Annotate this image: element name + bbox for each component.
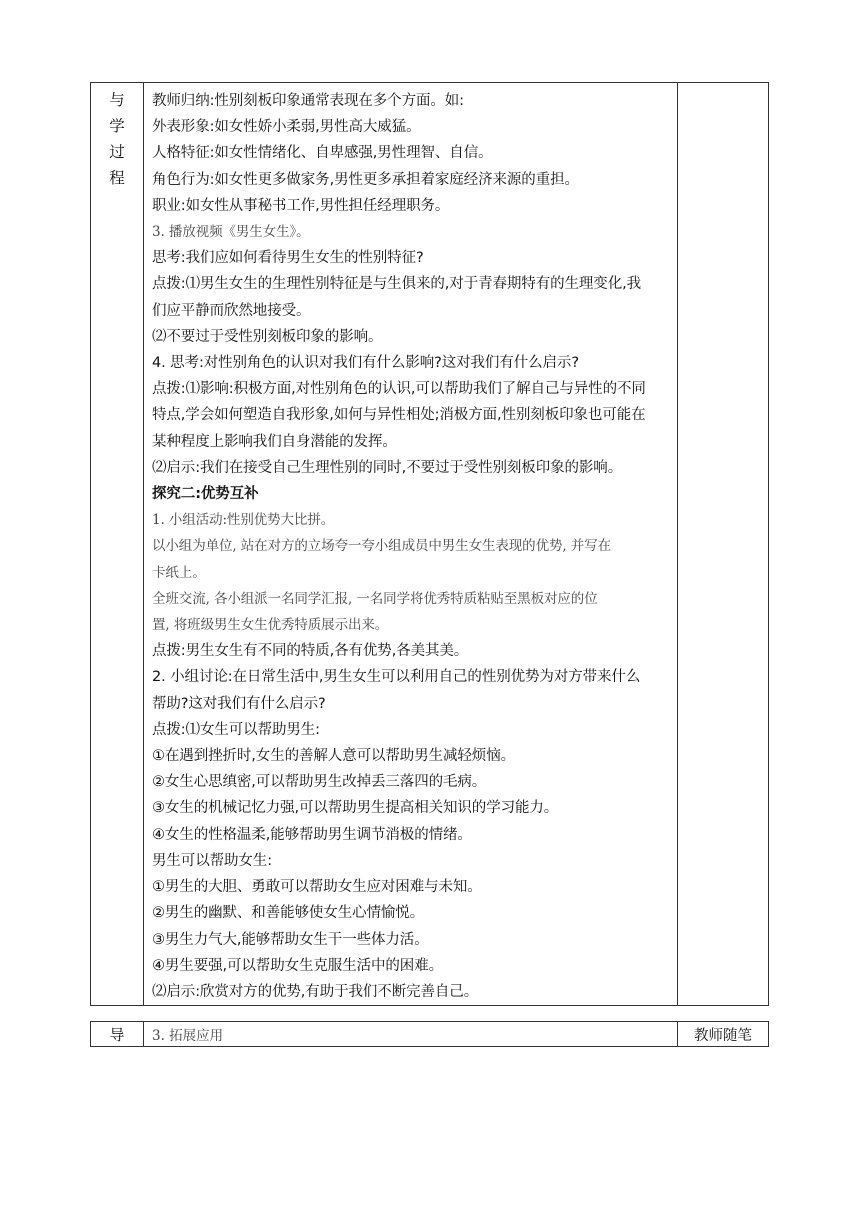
lesson-content [144, 83, 678, 1006]
side-char: 学 [109, 117, 125, 135]
content-line: 2. 小组讨论:在日常生活中,男生女生可以利用自己的性别优势为对方带来什么 [152, 669, 641, 686]
content-line: 卡纸上。 [152, 564, 206, 581]
content-line: 置, 将班级男生女生优秀特质展示出来。 [152, 617, 389, 634]
notes-column [678, 83, 769, 1006]
content-line: 角色行为:如女性更多做家务,男性更多承担着家庭经济来源的重担。 [152, 171, 579, 188]
content-line: 3. 播放视频《男生女生》。 [152, 224, 310, 241]
content-line: ④女生的性格温柔,能够帮助男生调节消极的情绪。 [152, 826, 472, 843]
content-line: 人格特征:如女性情绪化、自卑感强,男性理智、自信。 [152, 145, 493, 162]
content-line: ⑵不要过于受性别刻板印象的影响。 [152, 328, 383, 345]
extension-content: 3. 拓展应用 [144, 1022, 678, 1047]
content-line: ②男生的幽默、和善能够使女生心情愉悦。 [152, 905, 425, 922]
content-line: 外表形象:如女性娇小柔弱,男性高大威猛。 [152, 119, 421, 136]
extension-table [90, 1021, 769, 1047]
content-line: 以小组为单位, 站在对方的立场夸一夸小组成员中男生女生表现的优势, 并写在 [152, 538, 611, 555]
extension-side-label: 导 [91, 1022, 144, 1047]
section-heading: 探究二:优势互补 [152, 486, 259, 503]
content-line: 点拨:⑴女生可以帮助男生: [152, 721, 320, 738]
content-line: 们应平静而欣然地接受。 [152, 302, 311, 319]
content-line: 职业:如女性从事秘书工作,男性担任经理职务。 [152, 197, 450, 214]
content-line: 教师归纳:性别刻板印象通常表现在多个方面。如: [152, 93, 464, 109]
content-line: ③女生的机械记忆力强,可以帮助男生提高相关知识的学习能力。 [152, 800, 559, 817]
content-line: 点拨:男生女生有不同的特质,各有优势,各美其美。 [152, 643, 469, 660]
content-line: 4. 思考:对性别角色的认识对我们有什么影响?这对我们有什么启示? [152, 355, 579, 372]
content-line: 点拨:⑴男生女生的生理性别特征是与生俱来的,对于青春期特有的生理变化,我 [152, 276, 642, 293]
content-line: ⑵启示:欣赏对方的优势,有助于我们不断完善自己。 [152, 983, 479, 1000]
teacher-notes-header: 教师随笔 [678, 1022, 769, 1047]
side-char: 与 [109, 91, 125, 109]
content-line: 1. 小组活动:性别优势大比拼。 [152, 512, 335, 529]
content-line: ①在遇到挫折时,女生的善解人意可以帮助男生减轻烦恼。 [152, 748, 516, 765]
content-line: 某种程度上影响我们自身潜能的发挥。 [152, 433, 397, 450]
side-char: 程 [109, 169, 125, 187]
content-line: ④男生要强,可以帮助女生克服生活中的困难。 [152, 957, 444, 974]
content-line: 全班交流, 各小组派一名同学汇报, 一名同学将优秀特质粘贴至黑板对应的位 [152, 590, 598, 607]
content-line: ⑵启示:我们在接受自己生理性别的同时,不要过于受性别刻板印象的影响。 [152, 459, 623, 476]
content-line: ③男生力气大,能够帮助女生干一些体力活。 [152, 931, 429, 948]
content-line: 点拨:⑴影响:积极方面,对性别角色的认识,可以帮助我们了解自己与异性的不同 [152, 381, 646, 398]
content-line: 特点,学会如何塑造自我形象,如何与异性相处;消极方面,性别刻板印象也可能在 [152, 407, 646, 424]
content-line: 思考:我们应如何看待男生女生的性别特征? [152, 250, 424, 267]
side-char: 过 [109, 143, 125, 161]
lesson-process-table [90, 82, 769, 1006]
content-line: ②女生心思缜密,可以帮助男生改掉丢三落四的毛病。 [152, 774, 487, 791]
section-side-label [91, 83, 144, 1006]
content-line: 男生可以帮助女生: [152, 852, 272, 869]
content-line: ①男生的大胆、勇敢可以帮助女生应对困难与未知。 [152, 879, 482, 896]
content-line: 帮助?这对我们有什么启示? [152, 695, 326, 712]
